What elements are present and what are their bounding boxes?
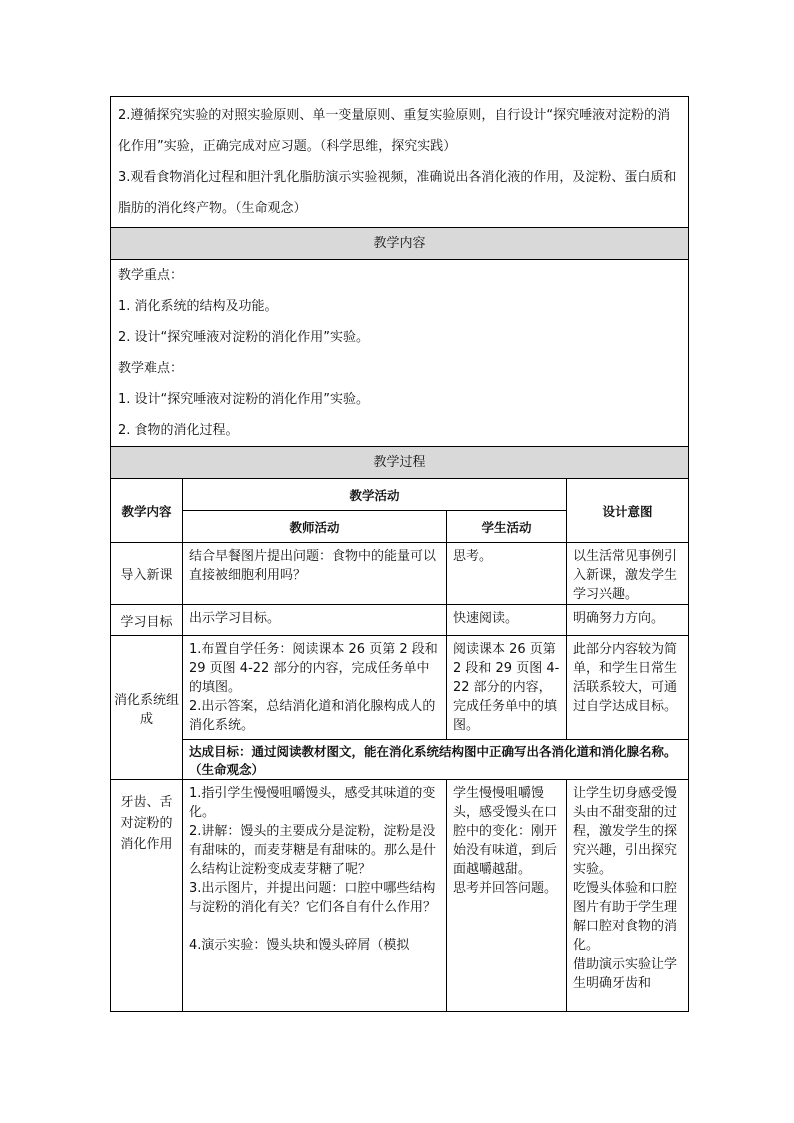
key-points-label: 教学重点： xyxy=(118,268,184,283)
process-row xyxy=(111,605,689,636)
row-content-label: 导入新课 xyxy=(111,543,183,605)
process-section-header-row xyxy=(111,447,689,479)
teacher-activity-cell xyxy=(183,636,447,740)
difficulty-item: 2. 食物的消化过程。 xyxy=(118,423,239,438)
teacher-activity-cell xyxy=(183,543,447,605)
difficulty-item: 1. 设计“探究唾液对淀粉的消化作用”实验。 xyxy=(118,392,370,407)
student-activity-text: 学生慢慢咀嚼馒头，感受馒头在口腔中的变化：刚开始没有味道，到后面越嚼越甜。 xyxy=(453,786,558,877)
lesson-plan-page xyxy=(110,96,688,1012)
teacher-activity-cell xyxy=(183,605,447,636)
goal-row xyxy=(111,740,689,780)
design-intent-text: 明确努力方向。 xyxy=(573,611,665,626)
teacher-activity-text: 4.演示实验：馒头块和馒头碎屑（模拟 xyxy=(189,938,410,953)
key-point-item: 1. 消化系统的结构及功能。 xyxy=(118,299,278,314)
achievement-goal: 达成目标：通过阅读教材图文，能在消化系统结构图中正确写出各消化道和消化腺名称。（生命观念） xyxy=(183,740,689,780)
row-content-label: 牙齿、舌对淀粉的消化作用 xyxy=(111,780,183,1012)
row-content-label: 学习目标 xyxy=(111,605,183,636)
design-intent-text: 让学生切身感受馒头由不甜变甜的过程，激发学生的探究兴趣，引出探究实验。 xyxy=(573,786,678,877)
student-activity-text: 阅读课本 26 页第 2 段和 29 页图 4-22 部分的内容，完成任务单中的填图。 xyxy=(453,642,560,733)
teacher-activity-text: 3.出示图片，并提出问题：口腔中哪些结构与淀粉的消化有关？它们各自有什么作用？ xyxy=(189,881,437,915)
column-header-row xyxy=(111,479,689,511)
student-activity-cell xyxy=(447,543,567,605)
design-intent-text: 以生活常见事例引入新课，激发学生学习兴趣。 xyxy=(573,549,678,602)
design-intent-text: 吃馒头体验和口腔图片有助于学生理解口腔对食物的消化。 xyxy=(573,881,678,953)
process-row xyxy=(111,636,689,740)
process-row xyxy=(111,780,689,1012)
key-point-item: 2. 设计“探究唾液对淀粉的消化作用”实验。 xyxy=(118,330,370,345)
design-intent-cell xyxy=(567,543,689,605)
header-teacher: 教师活动 xyxy=(183,511,447,543)
student-activity-text: 思考。 xyxy=(453,549,493,564)
teacher-activity-cell xyxy=(183,780,447,1012)
teacher-activity-text: 1.布置自学任务：阅读课本 26 页第 2 段和 29 页图 4-22 部分的内容，完成任务单中的填图。 xyxy=(189,642,438,695)
design-intent-cell xyxy=(567,636,689,740)
content-section-title: 教学内容 xyxy=(111,228,689,260)
design-intent-cell xyxy=(567,780,689,1012)
header-intent: 设计意图 xyxy=(567,479,689,543)
header-activities: 教学活动 xyxy=(183,479,567,511)
teacher-activity-text: 出示学习目标。 xyxy=(189,611,281,626)
teacher-activity-text: 结合早餐图片提出问题：食物中的能量可以直接被细胞利用吗？ xyxy=(189,549,437,583)
content-section-body-row xyxy=(111,260,689,447)
header-student: 学生活动 xyxy=(447,511,567,543)
teacher-activity-text: 2.出示答案，总结消化道和消化腺构成人的消化系统。 xyxy=(189,699,436,733)
student-activity-text: 快速阅读。 xyxy=(453,611,519,626)
difficulties-label: 教学难点： xyxy=(118,361,184,376)
content-section-header-row xyxy=(111,228,689,260)
header-content: 教学内容 xyxy=(111,479,183,543)
objective-item: 2.遵循探究实验的对照实验原则、单一变量原则、重复实验原则，自行设计“探究唾液对淀粉的消化作用”实验，正确完成对应习题。（科学思维，探究实践） xyxy=(118,108,671,154)
design-intent-text: 此部分内容较为简单，和学生日常生活联系较大，可通过自学达成目标。 xyxy=(573,642,678,714)
spacer xyxy=(189,917,440,936)
student-activity-cell xyxy=(447,780,567,1012)
teacher-activity-text: 2.讲解：馒头的主要成分是淀粉，淀粉是没有甜味的，而麦芽糖是有甜味的。那么是什么结构让淀粉变成麦芽糖了呢？ xyxy=(189,824,437,877)
process-section-title: 教学过程 xyxy=(111,447,689,479)
student-activity-cell xyxy=(447,605,567,636)
process-row xyxy=(111,543,689,605)
design-intent-text: 借助演示实验让学生明确牙齿和 xyxy=(573,957,678,991)
objective-item: 3.观看食物消化过程和胆汁乳化脂肪演示实验视频，准确说出各消化液的作用，及淀粉、蛋白质和脂肪的消化终产物。（生命观念） xyxy=(118,170,677,216)
student-activity-text: 思考并回答问题。 xyxy=(453,881,558,896)
objectives-cell xyxy=(111,97,689,228)
lesson-plan-table xyxy=(110,96,689,1012)
teacher-activity-text: 1.指引学生慢慢咀嚼馒头，感受其味道的变化。 xyxy=(189,786,436,820)
design-intent-cell xyxy=(567,605,689,636)
content-section-body xyxy=(111,260,689,447)
student-activity-cell xyxy=(447,636,567,740)
objectives-row xyxy=(111,97,689,228)
row-content-label: 消化系统组成 xyxy=(111,636,183,780)
